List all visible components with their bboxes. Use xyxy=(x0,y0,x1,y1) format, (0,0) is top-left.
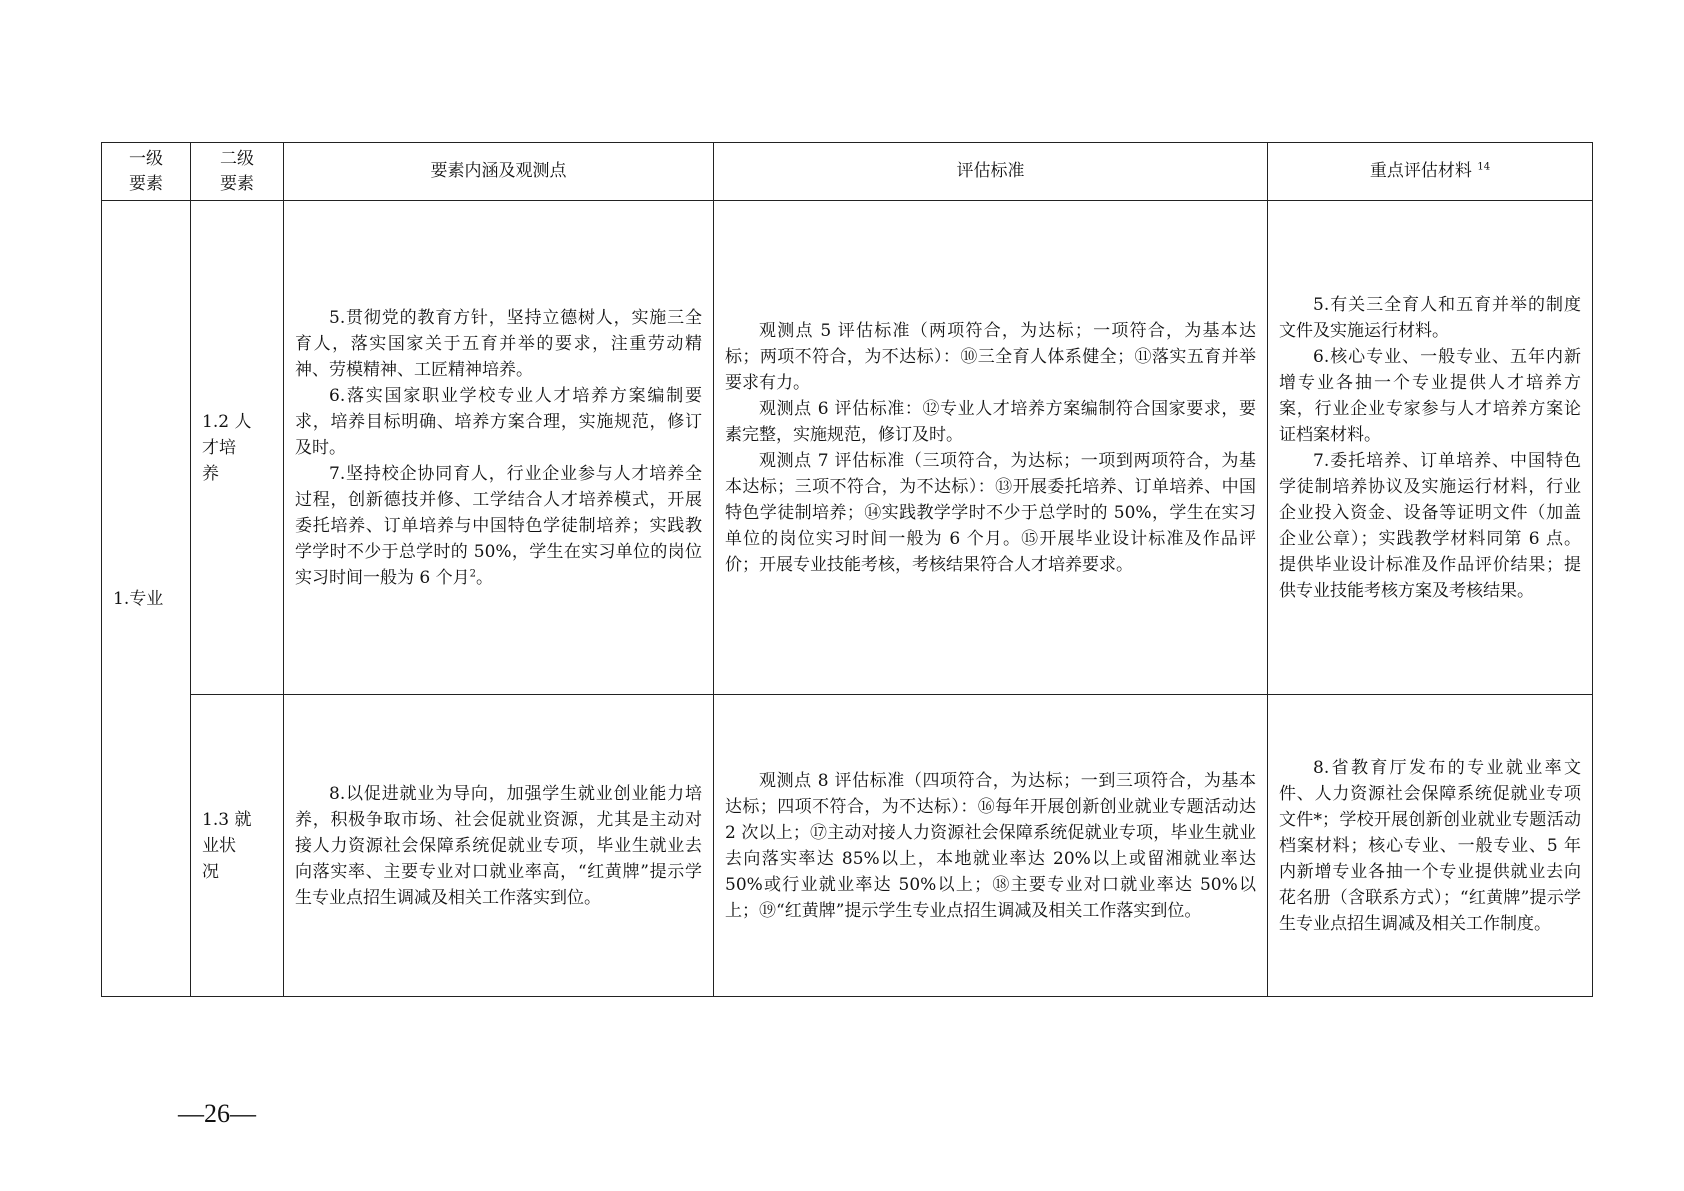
content-item-text: 7.坚持校企协同育人，行业企业参与人才培养全过程，创新德技并修、工学结合人才培养模式，开展委托培养、订单培养与中国特色学徒制培养；实践教学学时不少于总学时的 50%，学生在实习单位的岗位实习时间一般为 6 个月 xyxy=(295,463,702,588)
header-standard: 评估标准 xyxy=(714,143,1268,201)
materials-item: 5.有关三全育人和五育并举的制度文件及实施运行材料。 xyxy=(1279,294,1581,341)
header-materials xyxy=(1268,143,1593,201)
header-level2: 二级 要素 xyxy=(191,143,284,201)
content-item xyxy=(295,461,702,591)
table-row xyxy=(102,201,1593,695)
header-materials-label: 重点评估材料 xyxy=(1369,161,1472,181)
level2-cell: 1.2 人 才培 养 xyxy=(191,201,284,695)
content-item: 8.以促进就业为导向，加强学生就业创业能力培养，积极争取市场、社会促就业资源，尤其是主动对接人力资源社会保障系统促就业专项，毕业生就业去向落实率、主要专业对口就业率高，“红黄牌”提示学生专业点招生调减及相关工作落实到位。 xyxy=(295,783,702,908)
standard-item: 观测点 7 评估标准（三项符合，为达标；一项到两项符合，为基本达标；三项不符合，为不达标）：⑬开展委托培养、订单培养、中国特色学徒制培养；⑭实践教学学时不少于总学时的 50%，学生在实习单位的岗位实习时间一般为 6 个月。⑮开展毕业设计标准及作品评价；开展专业技能考核，考核结果符合人才培养要求。 xyxy=(725,450,1256,575)
materials-cell xyxy=(1268,695,1593,997)
content-item-tail: 。 xyxy=(476,567,493,588)
standard-cell xyxy=(714,201,1268,695)
content-cell xyxy=(284,695,714,997)
page-number: —26— xyxy=(178,1099,256,1128)
footnote-ref: 14 xyxy=(1477,161,1491,173)
content-item: 6.落实国家职业学校专业人才培养方案编制要求，培养目标明确、培养方案合理，实施规范，修订及时。 xyxy=(295,385,702,458)
content-cell xyxy=(284,201,714,695)
level1-cell: 1.专业 xyxy=(102,201,191,997)
table-row xyxy=(102,695,1593,997)
evaluation-table xyxy=(101,142,1593,997)
standard-cell xyxy=(714,695,1268,997)
standard-item: 观测点 6 评估标准：⑫专业人才培养方案编制符合国家要求，要素完整，实施规范，修订及时。 xyxy=(725,398,1256,445)
header-level1: 一级 要素 xyxy=(102,143,191,201)
content-item: 5.贯彻党的教育方针，坚持立德树人，实施三全育人，落实国家关于五育并举的要求，注重劳动精神、劳模精神、工匠精神培养。 xyxy=(295,307,702,380)
level2-cell: 1.3 就 业状 况 xyxy=(191,695,284,997)
standard-item: 观测点 5 评估标准（两项符合，为达标；一项符合，为基本达标；两项不符合，为不达标）：⑩三全育人体系健全；⑪落实五育并举要求有力。 xyxy=(725,320,1256,393)
materials-item: 8.省教育厅发布的专业就业率文件、人力资源社会保障系统促就业专项文件*；学校开展创新创业就业专题活动档案材料；核心专业、一般专业、5 年内新增专业各抽一个专业提供就业去向花名册（含联系方式）；“红黄牌”提示学生专业点招生调减及相关工作制度。 xyxy=(1279,757,1581,934)
standard-item: 观测点 8 评估标准（四项符合，为达标；一到三项符合，为基本达标；四项不符合，为不达标）：⑯每年开展创新创业就业专题活动达 2 次以上；⑰主动对接人力资源社会保障系统促就业专项，毕业生就业去向落实率达 85%以上，本地就业率达 20%以上或留湘就业率达 50%或行业就业率达 50%以上；⑱主要专业对口就业率达 50%以上；⑲“红黄牌”提示学生专业点招生调减及相关工作落实到位。 xyxy=(725,770,1256,921)
materials-item: 6.核心专业、一般专业、五年内新增专业各抽一个专业提供人才培养方案，行业企业专家参与人才培养方案论证档案材料。 xyxy=(1279,346,1581,445)
header-row xyxy=(102,143,1593,201)
footnote-ref: 2 xyxy=(469,567,476,579)
header-content: 要素内涵及观测点 xyxy=(284,143,714,201)
materials-item: 7.委托培养、订单培养、中国特色学徒制培养协议及实施运行材料，行业企业投入资金、设备等证明文件（加盖企业公章）；实践教学材料同第 6 点。提供毕业设计标准及作品评价结果；提供专业技能考核方案及考核结果。 xyxy=(1279,450,1581,601)
materials-cell xyxy=(1268,201,1593,695)
